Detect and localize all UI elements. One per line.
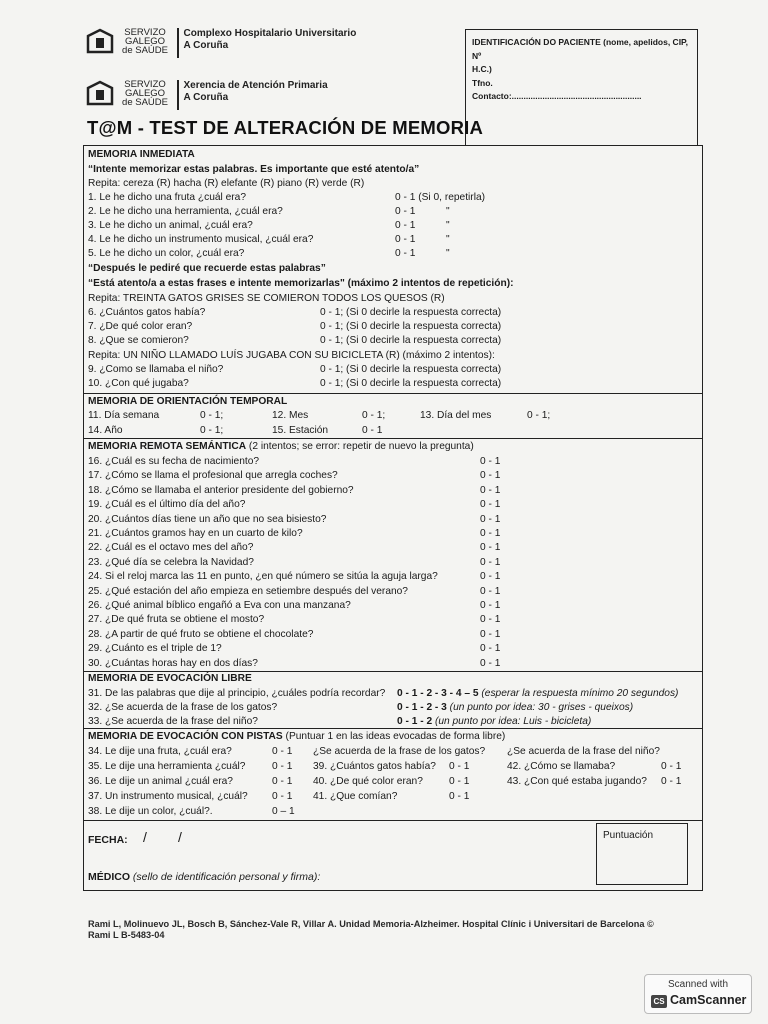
score[interactable]: 0 - 1 xyxy=(272,791,293,802)
question: 43. ¿Con qué estaba jugando? xyxy=(507,776,647,787)
question: 30. ¿Cuántas horas hay en dos días? xyxy=(88,658,258,669)
question: 7. ¿De qué color eran? xyxy=(88,321,193,332)
section-divider xyxy=(83,438,703,439)
question: 26. ¿Qué animal bíblico engañó a Eva con una manzana? xyxy=(88,600,351,611)
repeat-phrase: Repita: TREINTA GATOS GRISES SE COMIERON TODOS LOS QUESOS (R) xyxy=(88,293,445,304)
question: 25. ¿Qué estación del año empieza en setiembre después del verano? xyxy=(88,586,408,597)
score[interactable]: 0 - 1; xyxy=(362,410,386,421)
instruction-text: “Intente memorizar estas palabras. Es importante que esté atento/a” xyxy=(88,164,420,175)
question: 17. ¿Cómo se llama el profesional que arregla coches? xyxy=(88,470,338,481)
question: 8. ¿Que se comieron? xyxy=(88,335,189,346)
question: 3. Le he dicho un animal, ¿cuál era? xyxy=(88,220,253,231)
logo-sergas-complexo xyxy=(86,28,356,58)
score[interactable]: 0 - 1 xyxy=(449,776,470,787)
question: 16. ¿Cuál es su fecha de nacimiento? xyxy=(88,456,260,467)
score[interactable]: 0 - 1 xyxy=(480,614,501,625)
total-score-box[interactable] xyxy=(596,823,688,885)
score[interactable]: 0 - 1 xyxy=(480,528,501,539)
patient-contact-label: Contacto:....................................................... xyxy=(472,91,642,101)
ditto-mark: " xyxy=(446,206,450,217)
question: 1. Le he dicho una fruta ¿cuál era? xyxy=(88,192,247,203)
score[interactable]: 0 - 1 xyxy=(272,761,293,772)
score[interactable]: 0 - 1 xyxy=(480,643,501,654)
citation: Rami L, Molinuevo JL, Bosch B, Sánchez-Vale R, Villar A. Unidad Memoria-Alzheimer. Hospital Clínic i Universitari de Barcelona © Rami L B-5483-04 xyxy=(88,919,654,940)
question: 10. ¿Con qué jugaba? xyxy=(88,378,189,389)
question: 14. Año xyxy=(88,425,123,436)
patient-hc-label: H.C.) xyxy=(472,64,492,74)
question: 11. Día semana xyxy=(88,410,160,421)
section-divider xyxy=(83,393,703,394)
score[interactable]: 0 - 1 xyxy=(395,234,416,245)
score[interactable]: 0 - 1 - 2 (un punto por idea: Luis - bicicleta) xyxy=(397,716,592,727)
question: 28. ¿A partir de qué fruto se obtiene el chocolate? xyxy=(88,629,314,640)
section-heading-libre: MEMORIA DE EVOCACIÓN LIBRE xyxy=(88,673,252,684)
scanner-watermark: Scanned with CS CamScanner xyxy=(644,974,752,1014)
patient-identification-box[interactable] xyxy=(465,29,698,145)
question: 37. Un instrumento musical, ¿cuál? xyxy=(88,791,248,802)
question: 38. Le dije un color, ¿cuál?. xyxy=(88,806,213,817)
subsection-heading: ¿Se acuerda de la frase de los gatos? xyxy=(313,746,486,757)
score[interactable]: 0 - 1 xyxy=(480,470,501,481)
total-score-label: Puntuación xyxy=(603,830,654,841)
logo-name: SERVIZO GALEGO de SAÚDE xyxy=(122,79,168,108)
patient-phone-label: Tfno. xyxy=(472,77,493,88)
score[interactable]: 0 - 1 xyxy=(661,761,682,772)
score[interactable]: 0 - 1; (Si 0 decirle la respuesta correcta) xyxy=(320,335,502,346)
question: 42. ¿Cómo se llamaba? xyxy=(507,761,616,772)
section-divider xyxy=(83,671,703,672)
question: 32. ¿Se acuerda de la frase de los gatos? xyxy=(88,702,278,713)
question: 23. ¿Qué día se celebra la Navidad? xyxy=(88,557,254,568)
ditto-mark: " xyxy=(446,220,450,231)
score[interactable]: 0 - 1 xyxy=(480,456,501,467)
question: 22. ¿Cuál es el octavo mes del año? xyxy=(88,542,254,553)
section-divider xyxy=(83,728,703,729)
question: 34. Le dije una fruta, ¿cuál era? xyxy=(88,746,232,757)
page-title: T@M - TEST DE ALTERACIÓN DE MEMORIA xyxy=(87,117,484,138)
question: 31. De las palabras que dije al principio, ¿cuáles podría recordar? xyxy=(88,688,386,699)
score[interactable]: 0 - 1 xyxy=(661,776,682,787)
question: 18. ¿Cómo se llamaba el anterior presidente del gobierno? xyxy=(88,485,354,496)
logo-institution: Complexo Hospitalario Universitario A Coruña xyxy=(183,28,357,51)
score[interactable]: 0 - 1; xyxy=(200,425,224,436)
subsection-heading: ¿Se acuerda de la frase del niño? xyxy=(507,746,660,757)
doctor-label: MÉDICO (sello de identificación personal y firma): xyxy=(88,871,321,883)
section-heading-temporal: MEMORIA DE ORIENTACIÓN TEMPORAL xyxy=(88,396,288,407)
instruction-text: “Está atento/a a estas frases e intente memorizarlas" (máximo 2 intentos de repetición): xyxy=(88,278,514,289)
score[interactable]: 0 - 1; (Si 0 decirle la respuesta correcta) xyxy=(320,307,502,318)
question: 12. Mes xyxy=(272,410,309,421)
score[interactable]: 0 - 1 xyxy=(480,571,501,582)
score[interactable]: 0 - 1 xyxy=(395,206,416,217)
score[interactable]: 0 - 1; (Si 0 decirle la respuesta correcta) xyxy=(320,364,502,375)
question: 2. Le he dicho una herramienta, ¿cuál era? xyxy=(88,206,283,217)
score[interactable]: 0 - 1 xyxy=(480,485,501,496)
question: 15. Estación xyxy=(272,425,329,436)
score[interactable]: 0 - 1; xyxy=(200,410,224,421)
question: 24. Si el reloj marca las 11 en punto, ¿en qué número se sitúa la aguja larga? xyxy=(88,571,438,582)
logo-sergas-xerencia xyxy=(86,80,328,110)
score[interactable]: 0 - 1; (Si 0 decirle la respuesta correcta) xyxy=(320,378,502,389)
question: 9. ¿Como se llamaba el niño? xyxy=(88,364,224,375)
question: 41. ¿Que comían? xyxy=(313,791,398,802)
score[interactable]: 0 - 1 xyxy=(272,776,293,787)
score[interactable]: 0 - 1; (Si 0 decirle la respuesta correcta) xyxy=(320,321,502,332)
score[interactable]: 0 - 1 xyxy=(480,557,501,568)
sergas-logo-icon xyxy=(86,28,114,54)
question: 39. ¿Cuántos gatos había? xyxy=(313,761,436,772)
score[interactable]: 0 - 1 xyxy=(362,425,383,436)
score[interactable]: 0 - 1 (Si 0, repetirla) xyxy=(395,192,486,203)
question: 40. ¿De qué color eran? xyxy=(313,776,423,787)
question: 36. Le dije un animal ¿cuál era? xyxy=(88,776,233,787)
question: 35. Le dije una herramienta ¿cuál? xyxy=(88,761,246,772)
score[interactable]: 0 - 1 xyxy=(480,586,501,597)
question: 33. ¿Se acuerda de la frase del niño? xyxy=(88,716,258,727)
question: 6. ¿Cuántos gatos había? xyxy=(88,307,206,318)
repeat-phrase: Repita: UN NIÑO LLAMADO LUÍS JUGABA CON SU BICICLETA (R) (máximo 2 intentos): xyxy=(88,350,495,361)
question: 19. ¿Cuál es el último día del año? xyxy=(88,499,246,510)
score[interactable]: 0 - 1 xyxy=(449,791,470,802)
score[interactable]: 0 - 1 xyxy=(480,629,501,640)
ditto-mark: " xyxy=(446,234,450,245)
patient-id-label: IDENTIFICACIÓN DO PACIENTE (nome, apelidos, CIP, Nº xyxy=(472,37,688,61)
section-divider xyxy=(83,820,703,821)
score[interactable]: 0 - 1 xyxy=(395,220,416,231)
score[interactable]: 0 - 1 xyxy=(480,600,501,611)
score[interactable]: 0 - 1 xyxy=(272,746,293,757)
score[interactable]: 0 - 1 xyxy=(480,542,501,553)
question: 5. Le he dicho un color, ¿cuál era? xyxy=(88,248,245,259)
question: 13. Día del mes xyxy=(420,410,492,421)
score[interactable]: 0 - 1 xyxy=(480,658,501,669)
ditto-mark: " xyxy=(446,248,450,259)
score[interactable]: 0 - 1 xyxy=(395,248,416,259)
score[interactable]: 0 - 1 - 2 - 3 (un punto por idea: 30 - grises - queixos) xyxy=(397,702,634,713)
repeat-words: Repita: cereza (R) hacha (R) elefante (R) piano (R) verde (R) xyxy=(88,178,365,189)
logo-name: SERVIZO GALEGO de SAÚDE xyxy=(122,27,168,56)
score[interactable]: 0 - 1 - 2 - 3 - 4 – 5 (esperar la respuesta mínimo 20 segundos) xyxy=(397,688,679,699)
score[interactable]: 0 – 1 xyxy=(272,806,295,817)
section-heading-remota: MEMORIA REMOTA SEMÁNTICA (2 intentos; se error: repetir de nuevo la pregunta) xyxy=(88,441,474,452)
question: 29. ¿Cuánto es el triple de 1? xyxy=(88,643,222,654)
date-field[interactable]: / / xyxy=(143,829,182,845)
section-heading-inmediata: MEMORIA INMEDIATA xyxy=(88,149,195,160)
instruction-text: “Después le pediré que recuerde estas palabras” xyxy=(88,263,326,274)
score[interactable]: 0 - 1 xyxy=(449,761,470,772)
camscanner-logo-icon: CS xyxy=(651,995,667,1008)
score[interactable]: 0 - 1 xyxy=(480,499,501,510)
question: 20. ¿Cuántos días tiene un año que no sea bisiesto? xyxy=(88,514,327,525)
question: 4. Le he dicho un instrumento musical, ¿cuál era? xyxy=(88,234,314,245)
logo-institution: Xerencia de Atención Primaria A Coruña xyxy=(183,80,328,103)
question: 21. ¿Cuántos gramos hay en un cuarto de kilo? xyxy=(88,528,303,539)
score[interactable]: 0 - 1; xyxy=(527,410,551,421)
score[interactable]: 0 - 1 xyxy=(480,514,501,525)
sergas-logo-icon xyxy=(86,80,114,106)
date-label: FECHA: xyxy=(88,834,128,846)
question: 27. ¿De qué fruta se obtiene el mosto? xyxy=(88,614,265,625)
section-heading-pistas: MEMORIA DE EVOCACIÓN CON PISTAS (Puntuar 1 en las ideas evocadas de forma libre) xyxy=(88,731,506,742)
